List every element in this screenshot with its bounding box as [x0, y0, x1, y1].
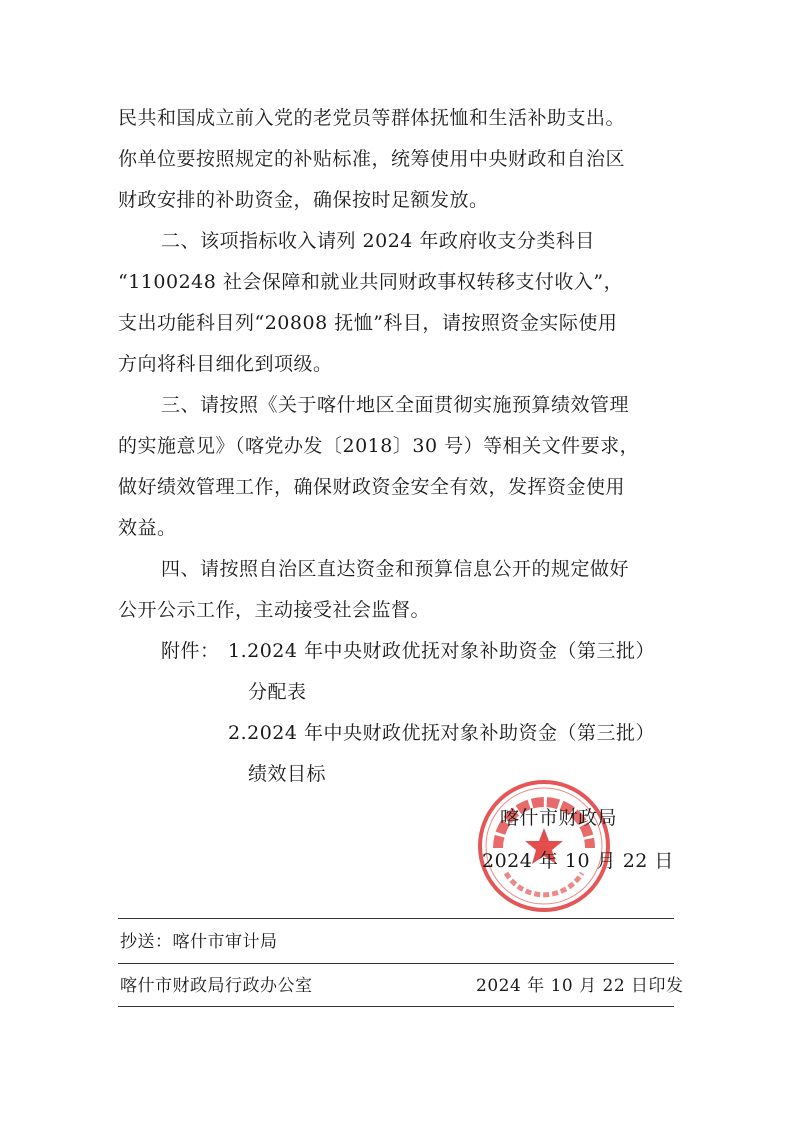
attachment-1-subtitle: 分配表: [248, 681, 307, 703]
body-line-5: “1100248 社会保障和就业共同财政事权转移支付收入”，: [118, 271, 624, 293]
attachment-2-title: 2.2024 年中央财政优抚对象补助资金（第三批）: [228, 722, 656, 744]
divider: [118, 1006, 674, 1007]
body-line-7: 方向将科目细化到项级。: [118, 353, 333, 375]
divider: [118, 918, 674, 919]
body-line-11: 效益。: [118, 517, 177, 539]
attachment-1-title: 1.2024 年中央财政优抚对象补助资金（第三批）: [228, 640, 656, 662]
divider: [118, 963, 674, 964]
body-line-13: 公开公示工作，主动接受社会监督。: [118, 599, 431, 621]
body-line-12: 四、请按照自治区直达资金和预算信息公开的规定做好: [161, 558, 630, 580]
signature-org: 喀什市财政局: [500, 807, 618, 829]
body-line-4: 二、该项指标收入请列 2024 年政府收支分类科目: [161, 230, 595, 252]
print-date: 2024 年 10 月 22 日印发: [476, 976, 684, 996]
official-seal-icon: [476, 778, 612, 914]
body-line-8: 三、请按照《关于喀什地区全面贯彻实施预算绩效管理: [161, 394, 630, 416]
signature-date: 2024 年 10 月 22 日: [482, 850, 674, 872]
attachment-2-subtitle: 绩效目标: [248, 763, 327, 785]
body-line-2: 你单位要按照规定的补贴标准，统筹使用中央财政和自治区: [118, 148, 626, 170]
cc-line: 抄送：喀什市审计局: [120, 932, 278, 952]
body-line-1: 民共和国成立前入党的老党员等群体抚恤和生活补助支出。: [118, 107, 626, 129]
body-line-3: 财政安排的补助资金，确保按时足额发放。: [118, 189, 489, 211]
body-line-6: 支出功能科目列“20808 抚恤”科目，请按照资金实际使用: [118, 312, 618, 334]
attachment-label: 附件：: [161, 640, 220, 662]
body-line-9: 的实施意见》（喀党办发〔2018〕30 号）等相关文件要求，: [118, 435, 640, 457]
body-line-10: 做好绩效管理工作，确保财政资金安全有效，发挥资金使用: [118, 476, 626, 498]
issuer: 喀什市财政局行政办公室: [120, 976, 313, 996]
